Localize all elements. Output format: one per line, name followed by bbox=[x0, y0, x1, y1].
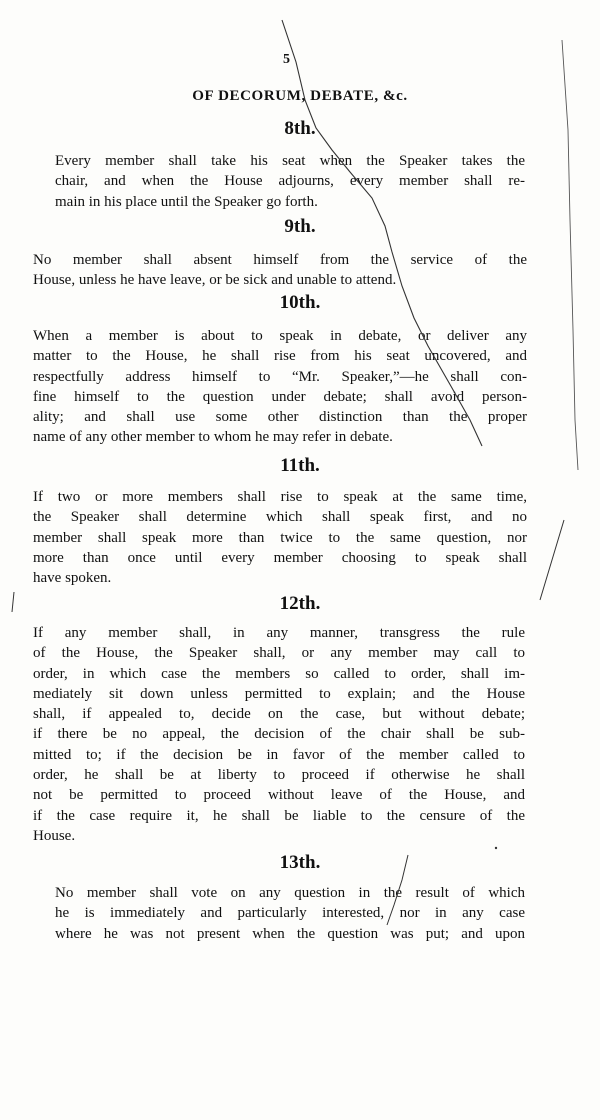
text-line: if there be no appeal, the decision of the chair shall be sub- bbox=[33, 726, 525, 743]
rule-heading-12: 12th. bbox=[279, 593, 321, 614]
text-line: respectfully address himself to “Mr. Speaker,”—he shall con- bbox=[33, 368, 527, 385]
speck bbox=[495, 847, 497, 849]
rule-heading-9: 9th. bbox=[284, 216, 316, 237]
rule-text-13 bbox=[55, 883, 525, 944]
text-line: No member shall vote on any question in the result of which bbox=[55, 885, 525, 901]
rule-text-12 bbox=[33, 623, 525, 846]
text-line: if the case require it, he shall be liable to the censure of the bbox=[33, 807, 525, 824]
text-line: House, unless he have leave, or be sick and unable to attend. bbox=[33, 272, 397, 289]
text-line: If two or more members shall rise to speak at the same time, bbox=[33, 489, 527, 505]
text-line: of the House, the Speaker shall, or any member may call to bbox=[33, 645, 525, 662]
text-line: main in his place until the Speaker go forth. bbox=[55, 193, 318, 210]
page-number: 5 bbox=[283, 52, 290, 67]
text-line: he is immediately and particularly interested, nor in any case bbox=[55, 905, 525, 922]
text-line: If any member shall, in any manner, transgress the rule bbox=[33, 625, 525, 641]
text-line: When a member is about to speak in debate, or deliver any bbox=[33, 328, 527, 344]
text-line: shall, if appealed to, decide on the case, but without debate; bbox=[33, 706, 525, 723]
text-line: not be permitted to proceed without leave of the House, and bbox=[33, 787, 525, 804]
text-line: name of any other member to whom he may refer in debate. bbox=[33, 429, 393, 446]
text-line: member shall speak more than twice to the same question, nor bbox=[33, 529, 527, 546]
text-line: have spoken. bbox=[33, 570, 112, 587]
text-line: the Speaker shall determine which shall speak first, and no bbox=[33, 509, 527, 526]
text-line: matter to the House, he shall rise from his seat uncovered, and bbox=[33, 348, 527, 365]
rule-text-9 bbox=[33, 250, 527, 291]
rule-text-11 bbox=[33, 487, 527, 588]
rule-text-8 bbox=[55, 151, 525, 212]
text-line: No member shall absent himself from the service of the bbox=[33, 252, 527, 268]
rule-heading-10: 10th. bbox=[279, 292, 321, 313]
text-line: where he was not present when the question was put; and upon bbox=[55, 925, 525, 942]
text-line: House. bbox=[33, 827, 76, 844]
text-line: order, he shall be at liberty to proceed if otherwise he shall bbox=[33, 767, 525, 784]
fold-line bbox=[540, 520, 564, 600]
rule-text-10 bbox=[33, 326, 527, 448]
text-line: fine himself to the question under debate; shall avoid person- bbox=[33, 388, 527, 405]
running-title: OF DECORUM, DEBATE, &c. bbox=[192, 88, 408, 104]
rule-heading-11: 11th. bbox=[280, 455, 320, 476]
rule-heading-8: 8th. bbox=[284, 118, 316, 139]
text-line: mediately sit down unless permitted to explain; and the House bbox=[33, 685, 525, 702]
text-line: ality; and shall use some other distinction than the proper bbox=[33, 409, 527, 426]
text-line: more than once until every member choosing to speak shall bbox=[33, 549, 527, 566]
text-line: chair, and when the House adjourns, every member shall re- bbox=[55, 173, 525, 190]
text-line: Every member shall take his seat when the Speaker takes the bbox=[55, 153, 525, 169]
text-line: order, in which case the members so called to order, shall im- bbox=[33, 665, 525, 682]
rule-heading-13: 13th. bbox=[279, 852, 321, 873]
text-line: mitted to; if the decision be in favor of the member called to bbox=[33, 746, 525, 763]
